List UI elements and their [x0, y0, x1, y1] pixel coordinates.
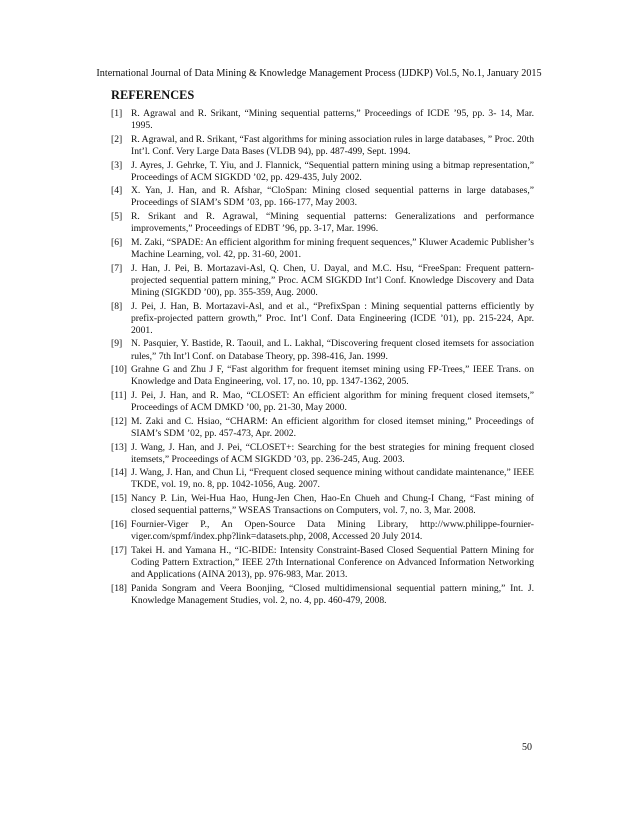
reference-item — [111, 185, 534, 209]
reference-text: J. Wang, J. Han, and Chun Li, “Frequent closed sequence mining without candidate maintenance,” IEEE TKDE, vol. 19, no. 8, pp. 1042-1056, Aug. 2007. — [131, 467, 534, 491]
reference-number: [8] — [111, 300, 123, 312]
reference-number: [9] — [111, 338, 123, 350]
section-title: REFERENCES — [111, 88, 195, 102]
reference-text: R. Agrawal, and R. Srikant, “Fast algorithms for mining association rules in large databases, ” Proc. 20th Int’l. Conf. Very Large Data Bases (VLDB 94), pp. 487-499, Sept. 1994. — [131, 133, 534, 157]
reference-number: [18] — [111, 582, 127, 594]
reference-item — [111, 519, 534, 543]
reference-number: [15] — [111, 493, 127, 505]
reference-text: Nancy P. Lin, Wei-Hua Hao, Hung-Jen Chen, Hao-En Chueh and Chung-I Chang, “Fast mining of closed sequential patterns,” WSEAS Transactions on Computers, vol. 7, no. 3, Mar. 2008. — [131, 493, 534, 517]
reference-number: [6] — [111, 236, 123, 248]
reference-number: [14] — [111, 467, 127, 479]
reference-item — [111, 134, 534, 158]
reference-text: X. Yan, J. Han, and R. Afshar, “CloSpan: Mining closed sequential patterns in large databases,” Proceedings of SIAM’s SDM ’03, pp. 166-177, May 2003. — [131, 185, 534, 209]
reference-number: [12] — [111, 415, 127, 427]
reference-number: [7] — [111, 262, 123, 274]
reference-item — [111, 108, 534, 132]
reference-item — [111, 416, 534, 440]
reference-item — [111, 467, 534, 491]
reference-item — [111, 263, 534, 299]
reference-text: M. Zaki, “SPADE: An efficient algorithm for mining frequent sequences,” Kluwer Academic Publisher’s Machine Learning, vol. 42, pp. 31-60, 2001. — [131, 236, 534, 260]
reference-number: [11] — [111, 390, 127, 401]
reference-item — [111, 211, 534, 235]
reference-item — [111, 160, 534, 184]
reference-number: [3] — [111, 159, 123, 171]
reference-item — [111, 583, 534, 607]
reference-text: J. Ayres, J. Gehrke, T. Yiu, and J. Flannick, “Sequential pattern mining using a bitmap representation,” Proceedings of ACM SIGKDD ’02, pp. 429-435, July 2002. — [131, 159, 534, 183]
reference-text: R. Agrawal and R. Srikant, “Mining sequential patterns,” Proceedings of ICDE ’95, pp. 3- 14, Mar. 1995. — [131, 108, 534, 132]
reference-text: Grahne G and Zhu J F, “Fast algorithm for frequent itemset mining using FP-Trees,” IEEE Trans. on Knowledge and Data Engineering, vol. 17, no. 10, pp. 1347-1362, 2005. — [131, 364, 534, 388]
reference-text: R. Srikant and R. Agrawal, “Mining sequential patterns: Generalizations and performance improvements,” Proceedings of EDBT ’96, pp. 3-17, Mar. 1996. — [131, 211, 534, 235]
page-number: 50 — [522, 742, 532, 753]
reference-text: J. Wang, J. Han, and J. Pei, “CLOSET+: Searching for the best strategies for mining frequent closed itemsets,” Proceedings of ACM SIGKDD ’03, pp. 236-245, Aug. 2003. — [131, 441, 534, 465]
reference-item — [111, 338, 534, 362]
running-head: International Journal of Data Mining & Knowledge Management Process (IJDKP) Vol.5, No.1, January 2015 — [96, 68, 542, 79]
reference-text: Panida Songram and Veera Boonjing, “Closed multidimensional sequential pattern mining,” Int. J. Knowledge Management Studies, vol. 2, no. 4, pp. 460-479, 2008. — [131, 582, 534, 606]
reference-text: Takei H. and Yamana H., “IC-BIDE: Intensity Constraint-Based Closed Sequential Pattern Mining for Coding Pattern Extraction,” IEEE 27th International Conference on Advanced Information Networking and Applications (AINA 2013), pp. 976-983, Mar. 2013. — [131, 544, 534, 580]
reference-number: [4] — [111, 185, 123, 197]
reference-text: J. Pei, J. Han, B. Mortazavi-Asl, and et al., “PrefixSpan : Mining sequential patterns efficiently by prefix-projected pattern growth,” Proc. Int’l Conf. Data Engineering (ICDE ’01), pp. 215-224, Apr. 2001. — [131, 300, 534, 336]
reference-item — [111, 390, 534, 414]
reference-item — [111, 493, 534, 517]
reference-item — [111, 237, 534, 261]
reference-text: Fournier-Viger P., An Open-Source Data Mining Library, http://www.philippe-fournier-viger.com/spmf/index.php?link=datasets.php, 2008, Accessed 20 July 2014. — [131, 518, 534, 542]
reference-number: [1] — [111, 108, 123, 119]
reference-text: J. Pei, J. Han, and R. Mao, “CLOSET: An efficient algorithm for mining frequent closed itemsets,” Proceedings of ACM DMKD ’00, pp. 21-30, May 2000. — [131, 390, 534, 414]
reference-text: M. Zaki and C. Hsiao, “CHARM: An efficient algorithm for closed itemset mining,” Proceedings of SIAM’s SDM ’02, pp. 457-473, Apr. 2002. — [131, 415, 534, 439]
reference-number: [17] — [111, 544, 127, 556]
reference-text: N. Pasquier, Y. Bastide, R. Taouil, and L. Lakhal, “Discovering frequent closed itemsets for association rules,” 7th Int’l Conf. on Database Theory, pp. 398-416, Jan. 1999. — [131, 338, 534, 362]
reference-number: [13] — [111, 441, 127, 453]
reference-item — [111, 442, 534, 466]
reference-item — [111, 364, 534, 388]
reference-item — [111, 545, 534, 581]
reference-text: J. Han, J. Pei, B. Mortazavi-Asl, Q. Chen, U. Dayal, and M.C. Hsu, “FreeSpan: Frequent pattern-projected sequential pattern mining,” Proc. ACM SIGKDD Int’l Conf. Knowledge Discovery and Data Mining (SIGKDD ’00), pp. 355-359, Aug. 2000. — [131, 262, 534, 298]
reference-number: [2] — [111, 133, 123, 145]
reference-list — [111, 108, 534, 608]
reference-item — [111, 301, 534, 337]
reference-number: [10] — [111, 364, 127, 376]
reference-number: [16] — [111, 518, 127, 530]
reference-number: [5] — [111, 211, 123, 223]
